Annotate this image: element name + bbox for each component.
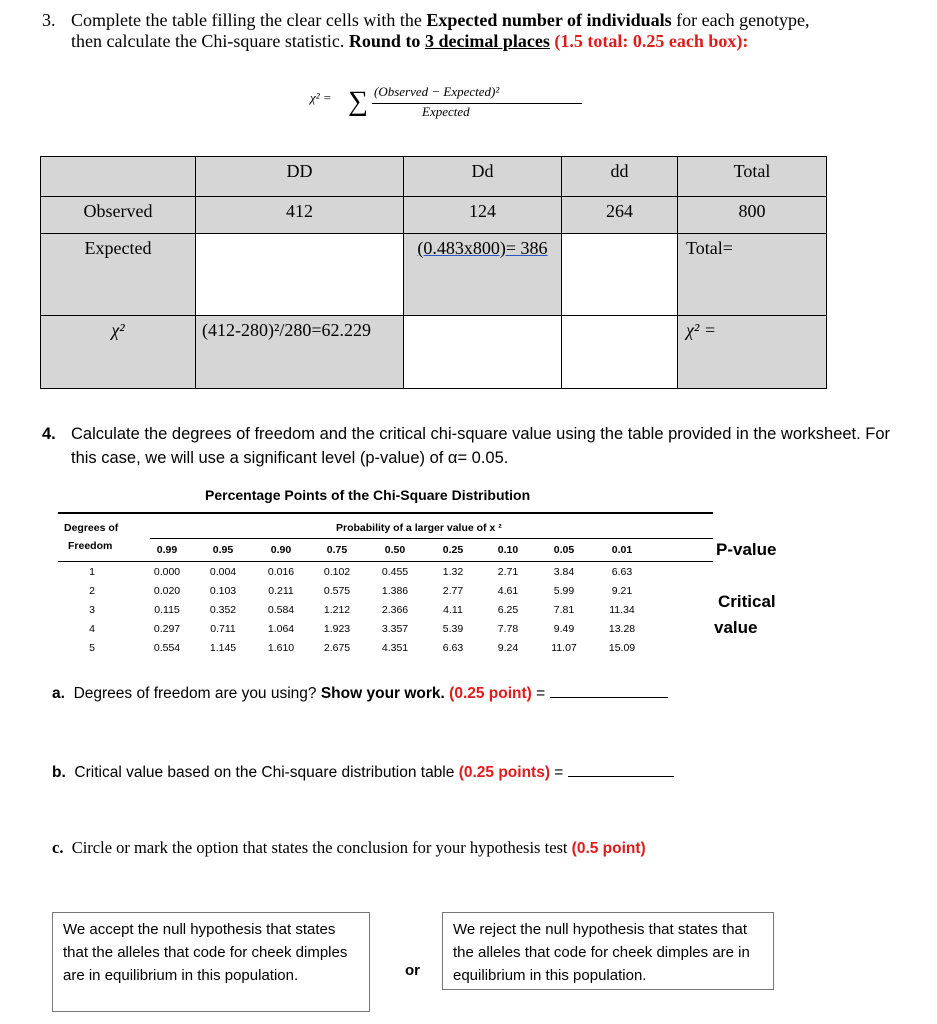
answer-a-blank[interactable] (550, 683, 668, 698)
chi-distribution-table (58, 508, 713, 658)
chi-value-cell: 0.554 (153, 642, 181, 654)
qc-points: (0.5 point) (571, 840, 646, 857)
chi-value-cell: 15.09 (608, 642, 636, 654)
chi-table-title: Percentage Points of the Chi-Square Distribution (205, 487, 531, 503)
chi-value-cell: 0.020 (153, 585, 181, 597)
chi-value-cell: 1.923 (323, 623, 351, 635)
question-3 (42, 10, 822, 52)
question-4 (42, 422, 902, 470)
df-label-1: Degrees of (64, 522, 119, 534)
chi-value-cell: 3.84 (553, 566, 575, 578)
chi-total[interactable]: χ² = (678, 316, 827, 389)
chi-value-cell: 0.297 (153, 623, 181, 635)
chi-value-cell: 1.212 (323, 604, 351, 616)
df-cell: 1 (89, 566, 95, 578)
prob-header-5: 0.25 (442, 544, 464, 556)
chi-value-cell: 0.000 (153, 566, 181, 578)
question-4-text: Calculate the degrees of freedom and the critical chi-square value using the table provided in the worksheet. For this case, we will use a significant level (p-value) of α= 0.05. (71, 425, 891, 467)
chi-DD: (412-280)²/280=62.229 (196, 316, 404, 389)
qb-eq: = (549, 764, 564, 781)
fraction-line (372, 103, 582, 104)
qc-letter: c. (52, 838, 64, 857)
prob-header-0: 0.99 (156, 544, 178, 556)
chi-row (41, 316, 827, 389)
observed-dd: 264 (562, 197, 678, 234)
accept-null-option[interactable]: We accept the null hypothesis that states that the alleles that code for cheek dimples are in equilibrium in this population. (52, 912, 370, 1012)
prob-header-4: 0.50 (384, 544, 406, 556)
chi-value-cell: 0.575 (323, 585, 351, 597)
qa-eq: = (531, 685, 546, 702)
formula-lhs: χ² = (310, 90, 332, 105)
expected-DD-input[interactable] (196, 234, 404, 316)
q3-bold-decimals: 3 decimal places (424, 31, 550, 51)
pvalue-label: P-value (716, 540, 777, 559)
observed-label: Observed (41, 197, 196, 234)
chi-value-cell: 0.711 (210, 623, 236, 635)
header-Dd: Dd (404, 157, 562, 197)
qb-text: Critical value based on the Chi-square distribution table (74, 764, 459, 781)
prob-header-8: 0.01 (611, 544, 633, 556)
sigma-icon: ∑ (348, 86, 368, 117)
chi-value-cell: 0.352 (209, 604, 237, 616)
chi-value-cell: 1.064 (267, 623, 295, 635)
df-cell: 4 (89, 623, 95, 635)
chi-value-cell: 2.675 (323, 642, 351, 654)
qa-letter: a. (52, 685, 65, 702)
question-3-text (71, 10, 822, 52)
formula-denominator: Expected (422, 104, 470, 119)
prob-underline (150, 538, 713, 539)
table-top-rule (58, 512, 713, 514)
answer-b-blank[interactable] (568, 762, 674, 777)
chi-value-cell: 6.25 (497, 604, 519, 616)
question-b (52, 762, 674, 782)
critical-label-2: value (714, 618, 758, 637)
chi-dd-input[interactable] (562, 316, 678, 389)
qa-points: (0.25 point) (449, 685, 532, 702)
qa-bold: Show your work. (320, 685, 445, 702)
genotype-table (40, 156, 827, 389)
chi-value-cell: 11.34 (609, 604, 635, 616)
chi-value-cell: 2.366 (381, 604, 409, 616)
chi-value-cell: 13.28 (608, 623, 636, 635)
prob-header-2: 0.90 (270, 544, 292, 556)
observed-DD: 412 (196, 197, 404, 234)
chi-value-cell: 0.004 (209, 566, 237, 578)
chi-value-cell: 4.11 (443, 604, 463, 616)
chi-value-cell: 9.49 (553, 623, 575, 635)
chi-value-cell: 2.71 (497, 566, 519, 578)
chi-label: χ² (41, 316, 196, 389)
header-DD: DD (196, 157, 404, 197)
q3-text-mid: for each genotype, then calculate the Chi-square statistic. (71, 10, 810, 51)
header-total: Total (678, 157, 827, 197)
chi-value-cell: 5.99 (553, 585, 575, 597)
chi-value-cell: 3.357 (381, 623, 409, 635)
chi-value-cell: 7.81 (553, 604, 575, 616)
chi-value-cell: 5.39 (442, 623, 464, 635)
chi-value-cell: 2.77 (442, 585, 464, 597)
df-cell: 2 (89, 585, 95, 597)
header-blank (41, 157, 196, 197)
q3-points: (1.5 total: 0.25 each box): (554, 31, 749, 51)
prob-header-6: 0.10 (497, 544, 519, 556)
chi-Dd-input[interactable] (404, 316, 562, 389)
critical-value-label (714, 589, 776, 641)
expected-label: Expected (41, 234, 196, 316)
df-label-2: Freedom (68, 540, 113, 552)
chi-value-cell: 9.24 (497, 642, 519, 654)
df-cell: 5 (89, 642, 95, 654)
chi-value-cell: 0.103 (209, 585, 237, 597)
question-a (52, 683, 668, 703)
expected-row (41, 234, 827, 316)
chi-value-cell: 1.145 (209, 642, 237, 654)
critical-label-1: Critical (718, 592, 776, 611)
prob-header-7: 0.05 (553, 544, 575, 556)
chi-value-cell: 11.07 (551, 642, 577, 654)
chi-value-cell: 0.211 (268, 585, 294, 597)
q3-bold-round: Round to (348, 31, 425, 51)
qb-points: (0.25 points) (458, 764, 550, 781)
chi-square-formula (310, 84, 600, 124)
qa-text: Degrees of freedom are you using? (73, 685, 321, 702)
chi-value-cell: 0.455 (381, 566, 409, 578)
chi-value-cell: 4.61 (497, 585, 519, 597)
expected-dd-input[interactable] (562, 234, 678, 316)
chi-value-cell: 9.21 (611, 585, 633, 597)
qb-letter: b. (52, 764, 66, 781)
header-rule (58, 561, 713, 562)
chi-value-cell: 4.351 (381, 642, 409, 654)
df-cell: 3 (89, 604, 95, 616)
question-c (52, 838, 646, 858)
chi-value-cell: 0.102 (323, 566, 351, 578)
prob-label: Probability of a larger value of x ² (336, 522, 502, 534)
observed-total: 800 (678, 197, 827, 234)
prob-header-1: 0.95 (212, 544, 234, 556)
q3-bold-expected: Expected number of individuals (426, 10, 672, 30)
question-3-number: 3. (42, 10, 56, 30)
chi-value-cell: 0.016 (267, 566, 295, 578)
table-header-row (41, 157, 827, 197)
chi-value-cell: 7.78 (497, 623, 519, 635)
header-dd: dd (562, 157, 678, 197)
chi-value-cell: 1.32 (442, 566, 464, 578)
prob-header-3: 0.75 (326, 544, 348, 556)
chi-value-cell: 1.610 (267, 642, 295, 654)
chi-value-cell: 0.584 (267, 604, 295, 616)
chi-value-cell: 0.115 (154, 604, 180, 616)
expected-total[interactable]: Total= (678, 234, 827, 316)
qc-text: Circle or mark the option that states the conclusion for your hypothesis test (71, 838, 572, 857)
formula-numerator: (Observed − Expected)² (374, 84, 500, 99)
chi-value-cell: 6.63 (611, 566, 633, 578)
reject-null-option[interactable]: We reject the null hypothesis that states that the alleles that code for cheek dimples are in equilibrium in this population. (442, 912, 774, 990)
q3-text-pre: Complete the table filling the clear cells with the (71, 10, 427, 30)
chi-value-cell: 6.63 (442, 642, 464, 654)
chi-value-cell: 1.386 (381, 585, 409, 597)
observed-row (41, 197, 827, 234)
expected-Dd: (0.483x800)= 386 (404, 234, 562, 316)
question-4-number: 4. (42, 425, 56, 443)
observed-Dd: 124 (404, 197, 562, 234)
or-label: or (405, 962, 420, 979)
